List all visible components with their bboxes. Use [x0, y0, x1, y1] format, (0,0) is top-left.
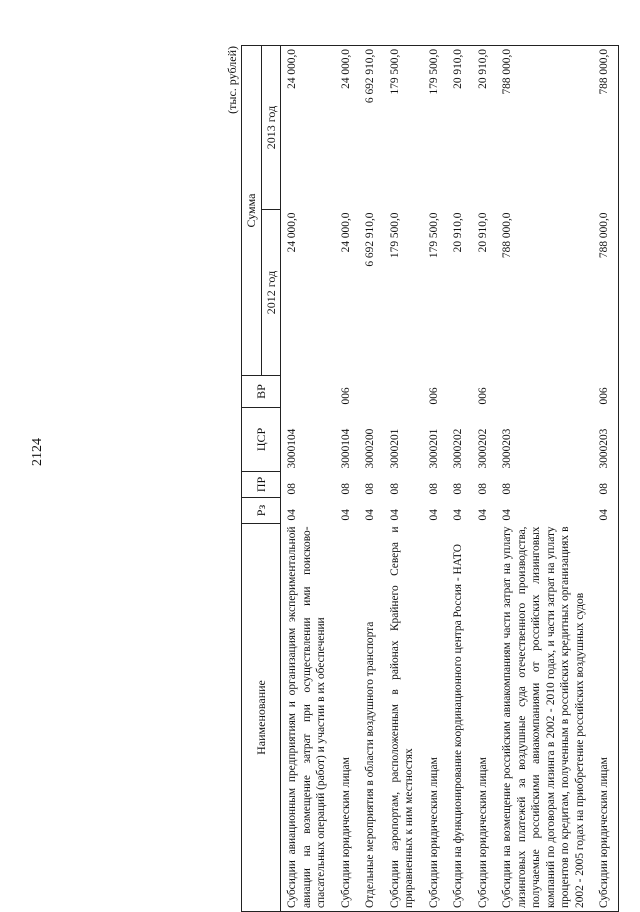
table-row [384, 45, 423, 911]
row-rz: 04 [388, 509, 401, 521]
header-year-2012: 2012 год [261, 210, 281, 376]
row-vr: 006 [593, 376, 618, 408]
row-2013: 179 500,0 [384, 45, 423, 209]
row-2012: 788 000,0 [501, 212, 513, 259]
table-row [447, 45, 472, 911]
header-rz: Рз [242, 498, 281, 524]
row-2013: 6 692 910,0 [359, 45, 384, 209]
row-2013: 24 000,0 [281, 45, 335, 209]
row-csr: 3000200 [364, 428, 376, 469]
row-csr: 3000201 [388, 428, 401, 469]
header-name: Наименование [242, 524, 281, 912]
rotated-table-area [225, 44, 640, 912]
row-name: Отдельные мероприятия в области воздушного транспорта [359, 524, 384, 912]
row-csr: 3000104 [339, 428, 352, 469]
header-year-2013: 2013 год [261, 45, 281, 209]
row-vr: 006 [339, 387, 352, 405]
row-vr [447, 376, 472, 408]
table-row [496, 45, 593, 911]
row-csr: 3000202 [476, 428, 489, 469]
row-2012: 24 000,0 [286, 212, 298, 253]
row-2013: 20 910,0 [447, 45, 472, 209]
row-rz: 04 [452, 509, 464, 521]
row-rz: 04 [339, 509, 352, 521]
row-pr: 08 [286, 483, 298, 495]
row-2012: 20 910,0 [452, 212, 464, 253]
budget-table [241, 45, 619, 912]
row-csr: 3000203 [593, 408, 618, 472]
table-row [335, 45, 360, 911]
row-2013: 179 500,0 [423, 45, 448, 209]
row-pr: 08 [388, 483, 401, 495]
row-2013: 788 000,0 [593, 45, 618, 209]
row-pr: 08 [593, 472, 618, 498]
row-name: Субсидии юридическим лицам [423, 524, 448, 912]
row-vr: 006 [476, 387, 489, 405]
row-csr: 3000104 [286, 428, 298, 469]
row-pr: 08 [452, 483, 464, 495]
row-2012: 20 910,0 [476, 212, 489, 253]
row-name: Субсидии юридическим лицам [593, 524, 618, 912]
row-rz: 04 [427, 509, 440, 521]
units-note: (тыс. рублей) [225, 46, 239, 114]
row-2013: 788 000,0 [496, 45, 593, 209]
row-2012: 6 692 910,0 [364, 212, 376, 267]
table-header [242, 45, 281, 911]
header-csr: ЦСР [242, 408, 281, 472]
row-rz: 04 [501, 509, 513, 521]
table-body [281, 45, 619, 911]
row-2012: 179 500,0 [427, 212, 440, 259]
header-sum: Сумма [242, 45, 262, 375]
row-csr: 3000202 [452, 428, 464, 469]
row-name: Субсидии на возмещение российским авиакомпаниям части затрат на уплату лизинговых платежей за воздушные суда отечественного производства, получаемые российскими авиакомпаниями от российских лизинговых компаний по договорам лизинга в 2002 - 2010 годах, и части затрат на уплату процентов по кредитам, полученным в российских кредитных организациях в 2002 - 2005 годах на приобретение российских воздушных судов [496, 524, 593, 912]
row-csr: 3000203 [501, 428, 513, 469]
header-pr: ПР [242, 472, 281, 498]
row-rz: 04 [364, 509, 376, 521]
row-pr: 08 [501, 483, 513, 495]
page-number: 2124 [30, 438, 45, 466]
table-row [359, 45, 384, 911]
row-rz: 04 [286, 509, 298, 521]
row-csr: 3000201 [427, 428, 440, 469]
row-name: Субсидии на функционирование координационного центра Россия - НАТО [447, 524, 472, 912]
row-name: Субсидии юридическим лицам [472, 524, 497, 912]
row-rz: 04 [593, 498, 618, 524]
row-rz: 04 [476, 509, 489, 521]
row-name: Субсидии юридическим лицам [335, 524, 360, 912]
row-vr [359, 376, 384, 408]
table-row [593, 45, 618, 911]
row-2013: 24 000,0 [335, 45, 360, 209]
table-row [423, 45, 448, 911]
table-row [281, 45, 335, 911]
row-name: Субсидии аэропортам, расположенным в районах Крайнего Севера и приравненных к ним местностях [384, 524, 423, 912]
row-2012: 179 500,0 [388, 212, 401, 259]
row-vr [281, 376, 335, 408]
row-name: Субсидии авиационным предприятиям и организациям экспериментальной авиации на возмещение затрат при осуществлении ими поисково-спасательных операций (работ) и участии в их обеспечении [281, 524, 335, 912]
row-vr [384, 376, 423, 408]
row-2012: 788 000,0 [593, 210, 618, 376]
row-vr: 006 [427, 387, 440, 405]
row-pr: 08 [339, 483, 352, 495]
row-2012: 24 000,0 [339, 212, 352, 253]
row-2013: 20 910,0 [472, 45, 497, 209]
header-vr: ВР [242, 376, 281, 408]
row-pr: 08 [476, 483, 489, 495]
table-row [472, 45, 497, 911]
row-pr: 08 [427, 483, 440, 495]
row-pr: 08 [364, 483, 376, 495]
row-vr [496, 376, 593, 408]
